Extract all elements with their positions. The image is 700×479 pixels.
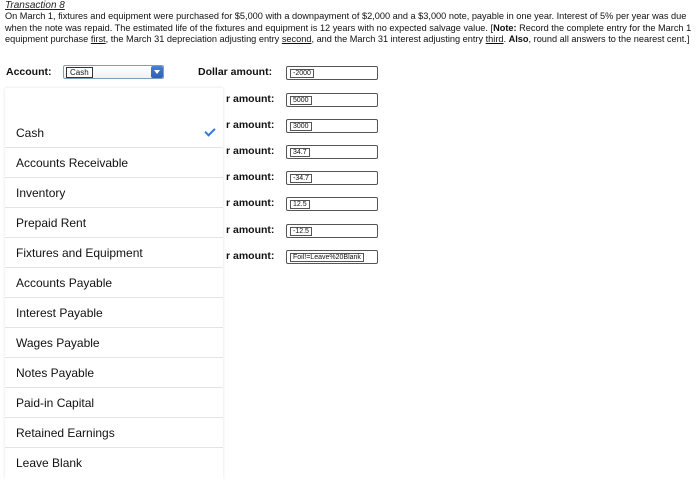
second-word: second — [281, 34, 312, 45]
also-word: Also — [508, 34, 529, 45]
amount-field-2[interactable] — [286, 93, 378, 107]
amount-value: -34.7 — [290, 174, 312, 183]
problem-text-3: , the March 31 depreciation adjusting entry — [105, 34, 282, 45]
amount-label: r amount: — [226, 119, 275, 131]
option-label: Wages Payable — [16, 336, 100, 350]
option-label: Paid-in Capital — [16, 396, 95, 410]
chevron-down-icon[interactable] — [151, 66, 163, 78]
amount-value: -2000 — [290, 69, 314, 78]
problem-text-6: , round all answers to the nearest cent.] — [528, 34, 690, 45]
account-select[interactable] — [63, 65, 164, 79]
dropdown-option-interest-payable[interactable] — [5, 298, 223, 328]
dropdown-blank-option[interactable] — [5, 88, 223, 118]
amount-label: r amount: — [226, 224, 275, 236]
amount-label: r amount: — [226, 171, 275, 183]
amount-label: r amount: — [226, 93, 275, 105]
dropdown-option-accounts-receivable[interactable] — [5, 148, 223, 178]
dropdown-option-paid-in-capital[interactable] — [5, 388, 223, 418]
amount-label: r amount: — [226, 250, 275, 262]
transaction-heading: Transaction 8 — [5, 0, 65, 11]
amount-value: 12.5 — [290, 200, 310, 209]
third-word: third — [485, 34, 504, 45]
amount-value: Foil!=Leave%20Blank — [290, 253, 364, 262]
problem-text — [5, 11, 695, 46]
option-label: Accounts Payable — [16, 276, 113, 290]
amount-field-5[interactable] — [286, 171, 378, 185]
option-label: Prepaid Rent — [16, 216, 87, 230]
problem-text-5: . — [503, 34, 509, 45]
option-label: Fixtures and Equipment — [16, 246, 143, 260]
option-label: Notes Payable — [16, 366, 95, 380]
account-select-value: Cash — [66, 67, 93, 78]
option-label: Interest Payable — [16, 306, 103, 320]
amount-field-8[interactable] — [286, 250, 378, 264]
option-label: Retained Earnings — [16, 426, 115, 440]
option-label: Accounts Receivable — [16, 156, 129, 170]
note-label: Note: — [493, 22, 517, 33]
dropdown-option-fixtures-and-equipment[interactable] — [5, 238, 223, 268]
dropdown-option-leave-blank[interactable] — [5, 448, 223, 478]
amount-field-7[interactable] — [286, 224, 378, 238]
option-label: Inventory — [16, 186, 66, 200]
amount-value: 3000 — [290, 122, 312, 131]
dropdown-option-notes-payable[interactable] — [5, 358, 223, 388]
problem-text-4: , and the March 31 interest adjusting entry — [311, 34, 486, 45]
amount-label: r amount: — [226, 197, 275, 209]
option-label: Cash — [16, 126, 45, 140]
amount-field-3[interactable] — [286, 119, 378, 133]
amount-label: r amount: — [226, 145, 275, 157]
first-word: first — [90, 34, 106, 45]
problem-text-2: Record the complete entry for the March 1 equipment purchase — [5, 22, 692, 45]
amount-field-4[interactable] — [286, 145, 378, 159]
account-label: Account: — [6, 66, 52, 78]
amount-field-6[interactable] — [286, 197, 378, 211]
dropdown-option-accounts-payable[interactable] — [5, 268, 223, 298]
option-label: Leave Blank — [16, 456, 83, 470]
problem-text-1: On March 1, fixtures and equipment were purchased for $5,000 with a downpayment of $2,000 and a $3,000 note, payable in one year. Interest of 5% per year was due when the note was repaid. The estimated life of the fixtures and equipment is 12 years with no expected salvage value. [ — [5, 11, 687, 33]
amount-value: 34.7 — [290, 148, 310, 157]
account-dropdown-menu[interactable] — [5, 88, 223, 479]
dollar-amount-label: Dollar amount: — [198, 66, 273, 78]
dropdown-option-wages-payable[interactable] — [5, 328, 223, 358]
dropdown-option-inventory[interactable] — [5, 178, 223, 208]
amount-value: 5000 — [290, 96, 312, 105]
dropdown-option-retained-earnings[interactable] — [5, 418, 223, 448]
amount-value: -12.5 — [290, 227, 312, 236]
dropdown-option-prepaid-rent[interactable] — [5, 208, 223, 238]
dropdown-option-cash[interactable] — [5, 118, 223, 148]
amount-field-1[interactable] — [286, 66, 378, 80]
